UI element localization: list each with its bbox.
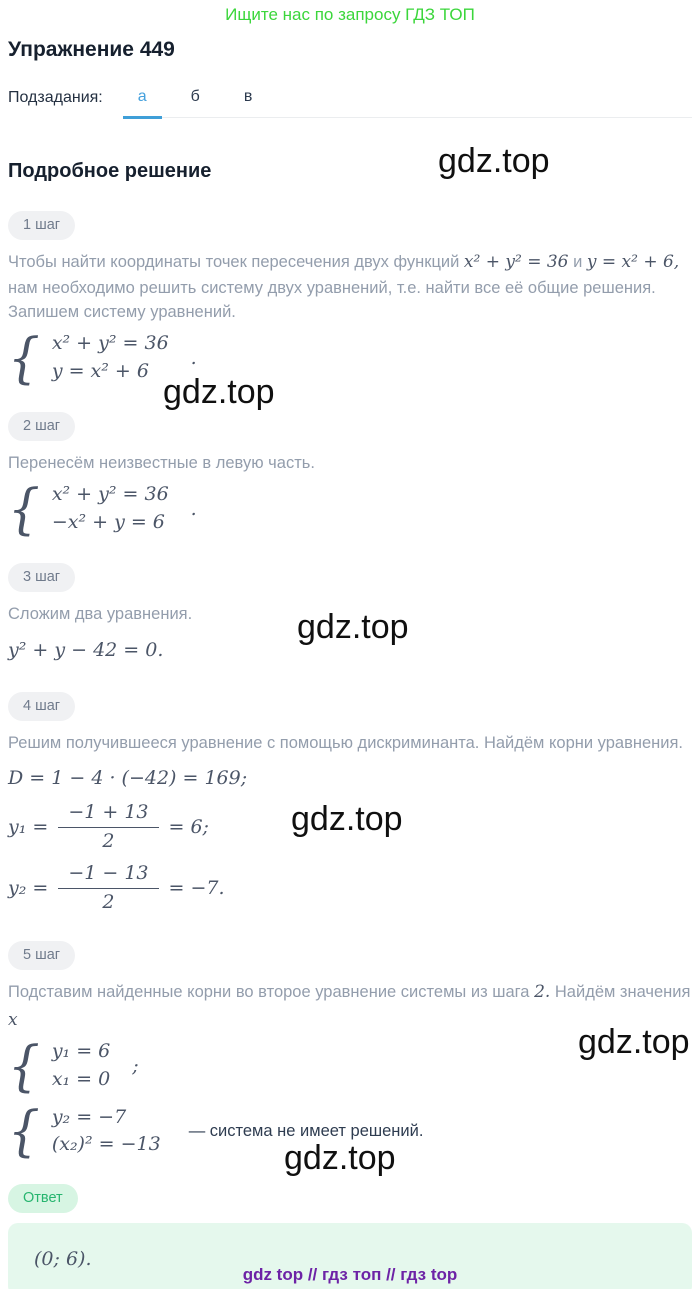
answer-value: (0; 6).	[34, 1247, 92, 1270]
no-solution-note: — система не имеет решений.	[188, 1121, 424, 1140]
frac-lhs: y₂ =	[8, 877, 49, 900]
step-1	[8, 211, 692, 411]
fraction-numerator: −1 − 13	[58, 863, 158, 889]
root-2-equation	[8, 863, 692, 914]
discriminant-equation: D = 1 − 4 · (−42) = 169;	[8, 767, 248, 790]
fraction	[58, 802, 158, 853]
step-5-badge: 5 шаг	[8, 941, 75, 970]
watermark-1: gdz.top	[438, 142, 550, 180]
step-2-system	[8, 477, 692, 540]
tab-subtask-b[interactable]: б	[190, 88, 200, 105]
step-5	[8, 941, 692, 1178]
tab-subtask-a[interactable]: а	[123, 86, 162, 119]
subtasks-label: Подзадания:	[8, 89, 103, 106]
watermark-4: gdz.top	[291, 799, 403, 838]
watermark-2: gdz.top	[163, 373, 275, 411]
system-line-1: y₂ = −7	[51, 1105, 127, 1128]
step-3	[8, 563, 692, 663]
system-line-1: x² + y² = 36	[51, 332, 169, 354]
fraction-denominator: 2	[102, 890, 115, 913]
inline-math: y = x² + 6,	[586, 252, 680, 272]
fraction-denominator: 2	[102, 829, 115, 852]
step-3-equation: y² + y − 42 = 0.	[8, 639, 164, 662]
fraction	[58, 863, 158, 914]
frac-rhs: = −7.	[168, 877, 225, 900]
system-brace: {	[8, 1099, 40, 1163]
fraction-numerator: −1 + 13	[58, 802, 158, 828]
step-2-badge: 2 шаг	[8, 412, 75, 441]
promo-banner: Ищите нас по запросу ГДЗ ТОП	[225, 5, 475, 24]
root-1-equation	[8, 799, 692, 853]
solution-section-title: Подробное решение	[8, 160, 212, 182]
tab-subtask-v[interactable]: в	[243, 88, 253, 105]
step-3-text: Сложим два уравнения.	[8, 605, 193, 624]
system-punct: .	[190, 497, 197, 520]
frac-rhs: = 6;	[168, 816, 209, 839]
step-4-text: Решим получившееся уравнение с помощью дискриминанта. Найдём корни уравнения.	[8, 733, 683, 752]
step-4-badge: 4 шаг	[8, 692, 75, 721]
subtasks-tabs-row	[8, 86, 692, 118]
system-line-1: y₁ = 6	[51, 1040, 111, 1063]
system-punct: .	[190, 346, 197, 369]
system-punct: ;	[132, 1055, 139, 1078]
watermark-3: gdz.top	[297, 608, 409, 647]
system-line-2: y = x² + 6	[51, 359, 149, 382]
inline-math: x² + y² = 36	[463, 252, 569, 272]
watermark-5: gdz.top	[578, 1023, 690, 1062]
system-brace: {	[8, 326, 40, 389]
system-line-2: −x² + y = 6	[51, 510, 165, 533]
system-brace: {	[8, 477, 40, 540]
step-5-text: Подставим найденные корни во второе уравнение системы из шага 2. Найдём значения x	[8, 980, 692, 1033]
inline-math: 2.	[534, 982, 551, 1003]
solution-section-head	[8, 142, 692, 183]
watermark-6: gdz.top	[284, 1139, 396, 1178]
footer-links: gdz top // гдз топ // гдз top	[242, 1265, 458, 1284]
subtasks-tabs	[123, 86, 692, 118]
step-5-system-1	[8, 1034, 692, 1098]
step-1-text: Чтобы найти координаты точек пересечения двух функций x² + y² = 36 и y = x² + 6, нам необходимо решить систему двух уравнений, т.е. найти все её общие решения. Запишем систему уравнений.	[8, 252, 680, 322]
system-brace: {	[8, 1034, 40, 1098]
step-1-badge: 1 шаг	[8, 211, 75, 240]
step-2	[8, 412, 692, 540]
system-line-2: (x₂)² = −13	[51, 1133, 161, 1156]
page-title: Упражнение 449	[8, 38, 175, 61]
answer-badge: Ответ	[8, 1184, 78, 1213]
step-1-system	[8, 326, 692, 389]
inline-math-x: x	[8, 1009, 18, 1030]
step-2-text: Перенесём неизвестные в левую часть.	[8, 454, 315, 473]
system-line-2: x₁ = 0	[51, 1068, 111, 1091]
frac-lhs: y₁ =	[8, 816, 49, 839]
system-line-1: x² + y² = 36	[51, 483, 169, 506]
step-4	[8, 692, 692, 914]
step-3-badge: 3 шаг	[8, 563, 75, 592]
